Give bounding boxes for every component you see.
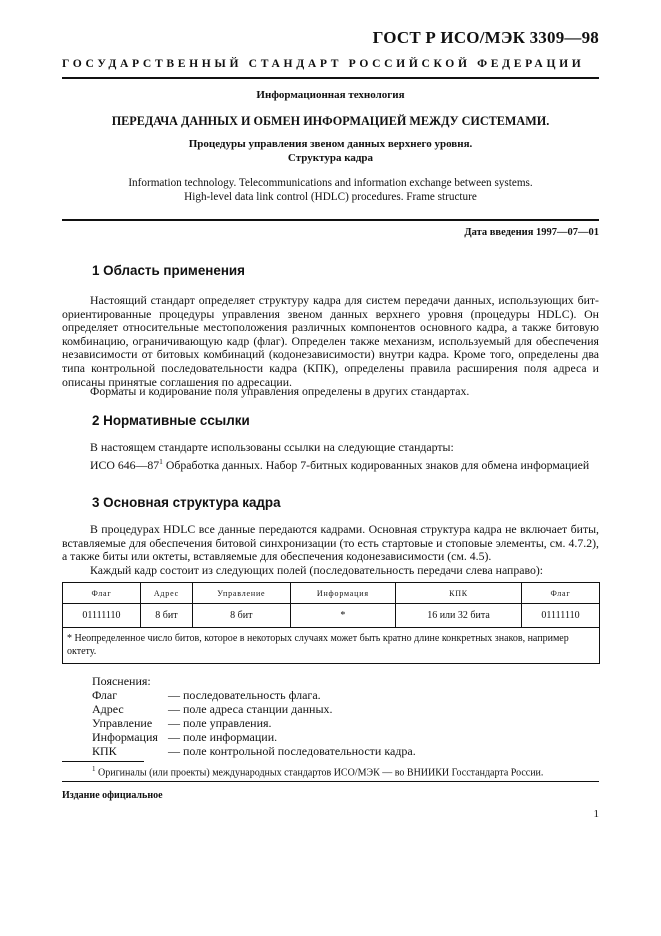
legend-description: — поле адреса станции данных. bbox=[168, 702, 333, 716]
page-number: 1 bbox=[593, 808, 599, 820]
table-row bbox=[63, 604, 600, 628]
reference-footnote-mark: 1 bbox=[159, 457, 163, 466]
legend-item bbox=[92, 744, 416, 759]
reference-title: Обработка данных. Набор 7-битных кодированных знаков для обмена информацией bbox=[162, 457, 590, 472]
footer-rule bbox=[62, 781, 599, 782]
subtitle-line-2: Структура кадра bbox=[287, 152, 374, 164]
legend-description: — поле управления. bbox=[168, 716, 272, 730]
section-2-paragraph: В настоящем стандарте использованы ссылки на следующие стандарты: bbox=[90, 440, 454, 454]
legend-item bbox=[92, 716, 272, 731]
header-cell-control: Управление bbox=[192, 583, 290, 604]
legend-term: Информация bbox=[92, 730, 158, 744]
title-rule bbox=[62, 219, 599, 221]
value-cell-address: 8 бит bbox=[140, 604, 192, 628]
section-3-paragraph-1: В процедурах HDLC все данные передаются кадрами. Основная структура кадра не включает биты, вставляемые для обеспечения битовой синхронизации (то есть стартовые и стоповые элементы, см. 4.7.2), а также биты или октеты, вставляемые для обеспечения кодонезависимости (см. 4.5). bbox=[62, 522, 599, 564]
frame-structure-table bbox=[62, 582, 600, 664]
header-cell-flag-end: Флаг bbox=[522, 583, 600, 604]
value-cell-flag: 01111110 bbox=[63, 604, 141, 628]
edition-label: Издание официальное bbox=[62, 790, 163, 801]
subject-area: Информационная технология bbox=[256, 89, 405, 101]
header-cell-information: Информация bbox=[290, 583, 395, 604]
english-title-line-1: Information technology. Telecommunications and information exchange between systems. bbox=[128, 177, 533, 189]
legend-item bbox=[92, 702, 333, 717]
footnote-rule bbox=[62, 761, 144, 762]
section-1-paragraph-2: Форматы и кодирование поля управления определены в других стандартах. bbox=[90, 384, 470, 398]
introduction-date: Дата введения 1997—07—01 bbox=[464, 227, 599, 238]
legend-description: — последовательность флага. bbox=[168, 688, 321, 702]
legend-title: Пояснения: bbox=[92, 674, 151, 688]
value-cell-fcs: 16 или 32 бита bbox=[395, 604, 521, 628]
document-number: ГОСТ Р ИСО/МЭК 3309—98 bbox=[372, 28, 599, 47]
section-1-paragraph-1: Настоящий стандарт определяет структуру кадра для систем передачи данных, использующих бит-ориентированные процедуры управления звеном данных верхнего уровня (процедуры HDLC). Он определяет относительные местоположения различных компонентов основного кадра, а также битовую комбинацию, ограничивающую кадр (флаг). Определен также механизм, используемый для обеспечения независимости от битовых комбинаций (кодонезависимости) внутри кадра. Кроме того, определены два типа контрольной последовательности кадра (КПК), определены правила расширения поля адреса и описаны принятые соглашения по адресации. bbox=[62, 293, 599, 389]
header-rule bbox=[62, 77, 599, 79]
header-cell-address: Адрес bbox=[140, 583, 192, 604]
legend-item bbox=[92, 688, 321, 703]
header-cell-fcs: КПК bbox=[395, 583, 521, 604]
section-3-paragraph-2: Каждый кадр состоит из следующих полей (последовательность передачи слева направо): bbox=[90, 563, 544, 577]
legend-term: Управление bbox=[92, 716, 153, 730]
table-header-row bbox=[63, 583, 600, 604]
footnote-text: Оригиналы (или проекты) международных стандартов ИСО/МЭК — во ВНИИКИ Госстандарта России. bbox=[95, 767, 544, 779]
section-1-heading: 1 Область применения bbox=[92, 263, 245, 278]
legend-description: — поле контрольной последовательности кадра. bbox=[168, 744, 416, 758]
english-title-line-2: High-level data link control (HDLC) procedures. Frame structure bbox=[184, 191, 477, 203]
footnote bbox=[92, 765, 543, 778]
reference-code: ИСО 646—87 bbox=[90, 457, 160, 472]
legend-term: Адрес bbox=[92, 702, 124, 716]
organization-title: ГОСУДАРСТВЕННЫЙ СТАНДАРТ РОССИЙСКОЙ ФЕДЕРАЦИИ bbox=[62, 57, 585, 70]
table-note-row bbox=[63, 628, 600, 664]
value-cell-control: 8 бит bbox=[192, 604, 290, 628]
legend-description: — поле информации. bbox=[168, 730, 278, 744]
section-3-heading: 3 Основная структура кадра bbox=[92, 495, 281, 510]
value-cell-flag-end: 01111110 bbox=[522, 604, 600, 628]
normative-reference bbox=[62, 455, 599, 473]
main-title: ПЕРЕДАЧА ДАННЫХ И ОБМЕН ИНФОРМАЦИЕЙ МЕЖДУ СИСТЕМАМИ. bbox=[111, 114, 550, 128]
legend-term: Флаг bbox=[92, 688, 118, 702]
value-cell-information: * bbox=[290, 604, 395, 628]
footnote-mark: 1 bbox=[92, 765, 96, 773]
legend-term: КПК bbox=[92, 744, 117, 758]
subtitle-line-1: Процедуры управления звеном данных верхнего уровня. bbox=[188, 138, 473, 150]
header-cell-flag: Флаг bbox=[63, 583, 141, 604]
section-2-heading: 2 Нормативные ссылки bbox=[92, 413, 250, 428]
table-note: * Неопределенное число битов, которое в некоторых случаях может быть кратно длине конкретных знаков, например октету. bbox=[63, 628, 600, 664]
legend-item bbox=[92, 730, 277, 745]
